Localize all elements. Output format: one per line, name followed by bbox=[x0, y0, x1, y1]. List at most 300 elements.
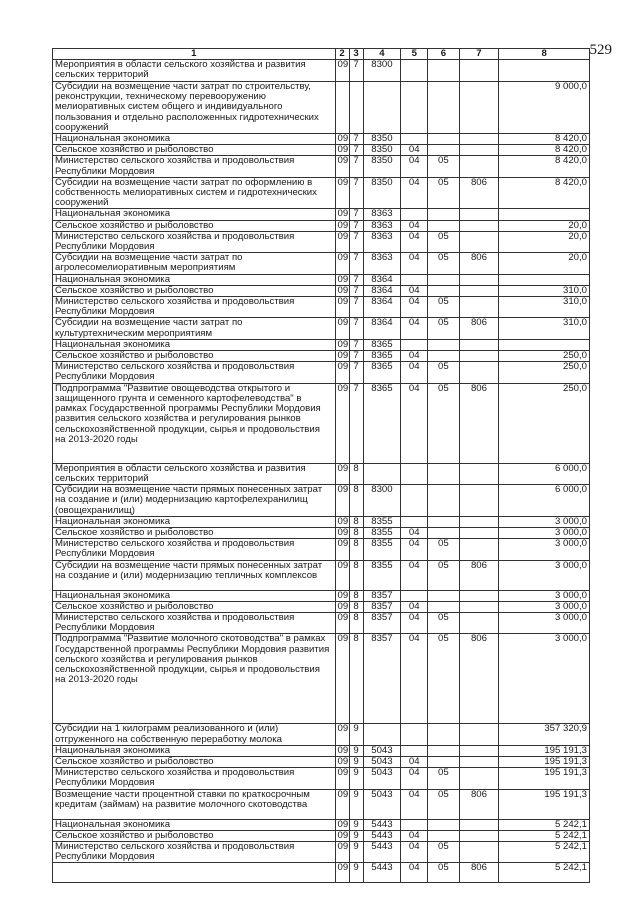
table-row bbox=[53, 724, 590, 745]
row-name: Сельское хозяйство и рыболовство bbox=[53, 527, 336, 538]
amount-cell: 5 242,1 bbox=[499, 863, 590, 883]
code-cell bbox=[459, 724, 499, 745]
code-cell: 09 bbox=[335, 590, 349, 601]
code-cell: 5043 bbox=[363, 768, 401, 789]
code-cell: 09 bbox=[335, 612, 349, 633]
code-cell bbox=[459, 209, 499, 220]
code-cell bbox=[459, 351, 499, 362]
code-cell: 05 bbox=[428, 156, 459, 177]
code-cell: 05 bbox=[428, 768, 459, 789]
row-name: Национальная экономика bbox=[53, 134, 336, 145]
code-cell: 9 bbox=[349, 745, 363, 756]
code-cell: 9 bbox=[349, 724, 363, 745]
code-cell bbox=[459, 756, 499, 767]
code-cell: 09 bbox=[335, 841, 349, 862]
row-name: Министерство сельского хозяйства и продовольствия Республики Мордовия bbox=[53, 768, 336, 789]
code-cell: 7 bbox=[349, 362, 363, 383]
row-name: Субсидии на возмещение части затрат по культуртехническим мероприятиям bbox=[53, 318, 336, 339]
code-cell: 04 bbox=[401, 156, 428, 177]
code-cell bbox=[428, 285, 459, 296]
code-cell: 8355 bbox=[363, 527, 401, 538]
header-cell: 4 bbox=[363, 49, 401, 60]
table-row bbox=[53, 612, 590, 633]
code-cell: 05 bbox=[428, 253, 459, 274]
code-cell bbox=[459, 463, 499, 484]
code-cell: 7 bbox=[349, 60, 363, 82]
table-row bbox=[53, 209, 590, 220]
table-row bbox=[53, 841, 590, 862]
table-row bbox=[53, 339, 590, 350]
code-cell bbox=[459, 841, 499, 862]
table-row bbox=[53, 485, 590, 517]
table-row bbox=[53, 351, 590, 362]
amount-cell: 9 000,0 bbox=[499, 82, 590, 134]
code-cell: 5043 bbox=[363, 745, 401, 756]
code-cell bbox=[428, 220, 459, 231]
code-cell: 09 bbox=[335, 768, 349, 789]
code-cell bbox=[428, 485, 459, 517]
code-cell: 806 bbox=[459, 318, 499, 339]
code-cell: 5443 bbox=[363, 863, 401, 883]
code-cell: 09 bbox=[335, 220, 349, 231]
code-cell: 8350 bbox=[363, 145, 401, 156]
code-cell: 8355 bbox=[363, 539, 401, 560]
table-row bbox=[53, 177, 590, 209]
code-cell: 09 bbox=[335, 253, 349, 274]
code-cell: 09 bbox=[335, 724, 349, 745]
amount-cell bbox=[499, 60, 590, 82]
code-cell bbox=[401, 745, 428, 756]
amount-cell bbox=[499, 274, 590, 285]
code-cell bbox=[459, 274, 499, 285]
code-cell: 8 bbox=[349, 485, 363, 517]
code-cell bbox=[428, 601, 459, 612]
code-cell bbox=[428, 339, 459, 350]
code-cell: 7 bbox=[349, 134, 363, 145]
amount-cell: 20,0 bbox=[499, 220, 590, 231]
table-row bbox=[53, 274, 590, 285]
code-cell: 8 bbox=[349, 516, 363, 527]
row-name: Министерство сельского хозяйства и продовольствия Республики Мордовия bbox=[53, 841, 336, 862]
code-cell bbox=[335, 82, 349, 134]
code-cell bbox=[401, 463, 428, 484]
code-cell: 04 bbox=[401, 560, 428, 590]
table-body bbox=[53, 60, 590, 883]
amount-cell: 250,0 bbox=[499, 351, 590, 362]
code-cell bbox=[428, 463, 459, 484]
table-row bbox=[53, 590, 590, 601]
code-cell: 05 bbox=[428, 539, 459, 560]
code-cell bbox=[401, 590, 428, 601]
code-cell bbox=[459, 362, 499, 383]
code-cell: 7 bbox=[349, 274, 363, 285]
code-cell: 04 bbox=[401, 318, 428, 339]
code-cell: 09 bbox=[335, 789, 349, 819]
code-cell bbox=[459, 285, 499, 296]
table-row bbox=[53, 285, 590, 296]
amount-cell: 8 420,0 bbox=[499, 134, 590, 145]
code-cell bbox=[363, 82, 401, 134]
header-cell: 7 bbox=[459, 49, 499, 60]
row-name: Сельское хозяйство и рыболовство bbox=[53, 601, 336, 612]
amount-cell: 3 000,0 bbox=[499, 612, 590, 633]
code-cell bbox=[401, 60, 428, 82]
table-row bbox=[53, 220, 590, 231]
code-cell: 8350 bbox=[363, 156, 401, 177]
code-cell: 806 bbox=[459, 253, 499, 274]
code-cell bbox=[428, 82, 459, 134]
code-cell bbox=[459, 612, 499, 633]
amount-cell: 5 242,1 bbox=[499, 830, 590, 841]
code-cell bbox=[459, 145, 499, 156]
code-cell: 8364 bbox=[363, 274, 401, 285]
code-cell: 04 bbox=[401, 253, 428, 274]
code-cell: 7 bbox=[349, 209, 363, 220]
row-name: Сельское хозяйство и рыболовство bbox=[53, 351, 336, 362]
row-name: Субсидии на возмещение части затрат по строительству, реконструкции, техническому перевооружению мелиоративных систем общего и индивидуального пользования и отдельно расположенных гидротехнических сооружений bbox=[53, 82, 336, 134]
row-name: Национальная экономика bbox=[53, 590, 336, 601]
code-cell bbox=[401, 485, 428, 517]
code-cell: 09 bbox=[335, 177, 349, 209]
code-cell: 9 bbox=[349, 863, 363, 883]
code-cell bbox=[428, 756, 459, 767]
code-cell bbox=[428, 830, 459, 841]
code-cell: 09 bbox=[335, 231, 349, 252]
code-cell: 7 bbox=[349, 253, 363, 274]
table-row bbox=[53, 863, 590, 883]
code-cell: 09 bbox=[335, 156, 349, 177]
row-name: Министерство сельского хозяйства и продовольствия Республики Мордовия bbox=[53, 539, 336, 560]
code-cell: 806 bbox=[459, 177, 499, 209]
code-cell: 04 bbox=[401, 177, 428, 209]
code-cell: 04 bbox=[401, 612, 428, 633]
row-name: Подпрограмма "Развитие молочного скотоводства" в рамках Государственной программы Республики Мордовия развития сельского хозяйства и регулирования рынков сельскохозяйственной продукции, сырья и продовольствия на 2013-2020 годы bbox=[53, 634, 336, 724]
code-cell: 09 bbox=[335, 485, 349, 517]
code-cell: 04 bbox=[401, 527, 428, 538]
amount-cell: 357 320,9 bbox=[499, 724, 590, 745]
code-cell bbox=[459, 156, 499, 177]
code-cell: 7 bbox=[349, 156, 363, 177]
header-cell: 2 bbox=[335, 49, 349, 60]
code-cell: 806 bbox=[459, 634, 499, 724]
row-name: Национальная экономика bbox=[53, 745, 336, 756]
code-cell: 04 bbox=[401, 601, 428, 612]
amount-cell: 5 242,1 bbox=[499, 841, 590, 862]
header-cell: 6 bbox=[428, 49, 459, 60]
code-cell: 8364 bbox=[363, 297, 401, 318]
code-cell: 09 bbox=[335, 339, 349, 350]
table-row bbox=[53, 463, 590, 484]
table-row bbox=[53, 819, 590, 830]
code-cell: 09 bbox=[335, 756, 349, 767]
code-cell: 05 bbox=[428, 863, 459, 883]
amount-cell: 3 000,0 bbox=[499, 601, 590, 612]
code-cell bbox=[459, 819, 499, 830]
amount-cell: 195 191,3 bbox=[499, 768, 590, 789]
code-cell bbox=[428, 724, 459, 745]
header-cell: 8 bbox=[499, 49, 590, 60]
row-name: Сельское хозяйство и рыболовство bbox=[53, 830, 336, 841]
row-name: Подпрограмма "Развитие овощеводства открытого и защищенного грунта и семенного картофелеводства" в рамках Государственной программы Республики Мордовия развития сельского хозяйства и регулирования рынков сельскохозяйственной продукции, сырья и продовольствия на 2013-2020 годы bbox=[53, 383, 336, 463]
code-cell bbox=[401, 516, 428, 527]
amount-cell: 3 000,0 bbox=[499, 590, 590, 601]
table-row bbox=[53, 318, 590, 339]
code-cell: 8300 bbox=[363, 485, 401, 517]
code-cell bbox=[459, 768, 499, 789]
table-row bbox=[53, 634, 590, 724]
table-row bbox=[53, 231, 590, 252]
amount-cell: 20,0 bbox=[499, 253, 590, 274]
table-row bbox=[53, 756, 590, 767]
code-cell: 8350 bbox=[363, 177, 401, 209]
code-cell: 04 bbox=[401, 220, 428, 231]
table-row bbox=[53, 145, 590, 156]
code-cell: 8 bbox=[349, 612, 363, 633]
code-cell: 04 bbox=[401, 145, 428, 156]
code-cell: 7 bbox=[349, 145, 363, 156]
code-cell: 9 bbox=[349, 841, 363, 862]
code-cell bbox=[428, 516, 459, 527]
row-name: Субсидии на возмещение части прямых понесенных затрат на создание и (или) модернизацию картофелехранилищ (овощехранилищ) bbox=[53, 485, 336, 517]
table-row bbox=[53, 60, 590, 82]
code-cell bbox=[401, 209, 428, 220]
code-cell: 8363 bbox=[363, 220, 401, 231]
code-cell bbox=[428, 590, 459, 601]
code-cell bbox=[401, 339, 428, 350]
row-name: Министерство сельского хозяйства и продовольствия Республики Мордовия bbox=[53, 231, 336, 252]
amount-cell bbox=[499, 209, 590, 220]
code-cell bbox=[401, 819, 428, 830]
code-cell: 04 bbox=[401, 830, 428, 841]
code-cell: 8355 bbox=[363, 560, 401, 590]
code-cell: 05 bbox=[428, 634, 459, 724]
code-cell: 8365 bbox=[363, 351, 401, 362]
amount-cell: 3 000,0 bbox=[499, 634, 590, 724]
code-cell bbox=[459, 516, 499, 527]
code-cell bbox=[459, 745, 499, 756]
code-cell: 806 bbox=[459, 789, 499, 819]
amount-cell: 5 242,1 bbox=[499, 819, 590, 830]
code-cell: 09 bbox=[335, 60, 349, 82]
row-name bbox=[53, 863, 336, 883]
code-cell bbox=[428, 145, 459, 156]
row-name: Сельское хозяйство и рыболовство bbox=[53, 145, 336, 156]
code-cell: 09 bbox=[335, 351, 349, 362]
row-name: Сельское хозяйство и рыболовство bbox=[53, 756, 336, 767]
code-cell bbox=[349, 82, 363, 134]
code-cell bbox=[459, 231, 499, 252]
header-cell: 1 bbox=[53, 49, 336, 60]
code-cell bbox=[459, 339, 499, 350]
code-cell: 05 bbox=[428, 318, 459, 339]
code-cell bbox=[428, 60, 459, 82]
code-cell bbox=[428, 134, 459, 145]
table-row bbox=[53, 539, 590, 560]
code-cell bbox=[428, 745, 459, 756]
code-cell: 8300 bbox=[363, 60, 401, 82]
code-cell: 09 bbox=[335, 383, 349, 463]
code-cell: 7 bbox=[349, 339, 363, 350]
code-cell: 05 bbox=[428, 841, 459, 862]
code-cell bbox=[459, 527, 499, 538]
code-cell: 9 bbox=[349, 768, 363, 789]
code-cell: 8 bbox=[349, 590, 363, 601]
table-row bbox=[53, 516, 590, 527]
code-cell bbox=[459, 297, 499, 318]
code-cell: 09 bbox=[335, 745, 349, 756]
code-cell: 09 bbox=[335, 274, 349, 285]
code-cell: 04 bbox=[401, 362, 428, 383]
code-cell bbox=[459, 485, 499, 517]
code-cell: 7 bbox=[349, 383, 363, 463]
code-cell bbox=[363, 463, 401, 484]
table-row bbox=[53, 297, 590, 318]
header-cell: 5 bbox=[401, 49, 428, 60]
code-cell: 09 bbox=[335, 318, 349, 339]
code-cell: 09 bbox=[335, 362, 349, 383]
amount-cell: 195 191,3 bbox=[499, 789, 590, 819]
code-cell bbox=[459, 590, 499, 601]
code-cell: 04 bbox=[401, 285, 428, 296]
code-cell: 05 bbox=[428, 560, 459, 590]
code-cell bbox=[459, 220, 499, 231]
amount-cell: 6 000,0 bbox=[499, 463, 590, 484]
row-name: Возмещение части процентной ставки по краткосрочным кредитам (займам) на развитие молочного скотоводства bbox=[53, 789, 336, 819]
code-cell: 04 bbox=[401, 863, 428, 883]
code-cell bbox=[459, 830, 499, 841]
code-cell: 8365 bbox=[363, 362, 401, 383]
code-cell: 8 bbox=[349, 527, 363, 538]
code-cell: 09 bbox=[335, 516, 349, 527]
amount-cell: 310,0 bbox=[499, 297, 590, 318]
code-cell: 04 bbox=[401, 539, 428, 560]
row-name: Субсидии на возмещение части затрат по оформлению в собственность мелиоративных систем и гидротехнических сооружений bbox=[53, 177, 336, 209]
amount-cell: 195 191,3 bbox=[499, 756, 590, 767]
code-cell: 8364 bbox=[363, 318, 401, 339]
amount-cell: 6 000,0 bbox=[499, 485, 590, 517]
code-cell: 09 bbox=[335, 209, 349, 220]
amount-cell: 3 000,0 bbox=[499, 560, 590, 590]
code-cell bbox=[401, 274, 428, 285]
code-cell: 05 bbox=[428, 362, 459, 383]
code-cell: 9 bbox=[349, 789, 363, 819]
code-cell: 04 bbox=[401, 756, 428, 767]
row-name: Национальная экономика bbox=[53, 819, 336, 830]
row-name: Министерство сельского хозяйства и продовольствия Республики Мордовия bbox=[53, 297, 336, 318]
code-cell: 8363 bbox=[363, 253, 401, 274]
code-cell bbox=[401, 134, 428, 145]
table-row bbox=[53, 362, 590, 383]
row-name: Министерство сельского хозяйства и продовольствия Республики Мордовия bbox=[53, 156, 336, 177]
amount-cell: 3 000,0 bbox=[499, 527, 590, 538]
code-cell: 8355 bbox=[363, 516, 401, 527]
code-cell: 7 bbox=[349, 285, 363, 296]
code-cell bbox=[459, 539, 499, 560]
code-cell bbox=[459, 82, 499, 134]
row-name: Сельское хозяйство и рыболовство bbox=[53, 285, 336, 296]
code-cell bbox=[428, 527, 459, 538]
code-cell: 8 bbox=[349, 560, 363, 590]
code-cell: 9 bbox=[349, 819, 363, 830]
code-cell bbox=[401, 724, 428, 745]
amount-cell: 250,0 bbox=[499, 362, 590, 383]
code-cell: 05 bbox=[428, 177, 459, 209]
table-row bbox=[53, 830, 590, 841]
code-cell: 8 bbox=[349, 463, 363, 484]
code-cell: 8357 bbox=[363, 634, 401, 724]
row-name: Сельское хозяйство и рыболовство bbox=[53, 220, 336, 231]
code-cell: 04 bbox=[401, 768, 428, 789]
code-cell: 04 bbox=[401, 789, 428, 819]
code-cell bbox=[459, 134, 499, 145]
row-name: Субсидии на возмещение части прямых понесенных затрат на создание и (или) модернизацию тепличных комплексов bbox=[53, 560, 336, 590]
table-row bbox=[53, 745, 590, 756]
table-row bbox=[53, 560, 590, 590]
amount-cell: 195 191,3 bbox=[499, 745, 590, 756]
amount-cell: 8 420,0 bbox=[499, 145, 590, 156]
code-cell: 05 bbox=[428, 297, 459, 318]
row-name: Национальная экономика bbox=[53, 274, 336, 285]
code-cell: 7 bbox=[349, 351, 363, 362]
code-cell: 09 bbox=[335, 463, 349, 484]
code-cell: 05 bbox=[428, 612, 459, 633]
code-cell: 8364 bbox=[363, 285, 401, 296]
code-cell: 5443 bbox=[363, 841, 401, 862]
code-cell: 09 bbox=[335, 145, 349, 156]
code-cell: 5043 bbox=[363, 756, 401, 767]
code-cell: 09 bbox=[335, 527, 349, 538]
code-cell: 806 bbox=[459, 560, 499, 590]
code-cell: 8363 bbox=[363, 209, 401, 220]
amount-cell: 20,0 bbox=[499, 231, 590, 252]
code-cell: 09 bbox=[335, 134, 349, 145]
code-cell: 09 bbox=[335, 539, 349, 560]
budget-table bbox=[52, 48, 590, 883]
table-row bbox=[53, 253, 590, 274]
row-name: Министерство сельского хозяйства и продовольствия Республики Мордовия bbox=[53, 362, 336, 383]
code-cell: 04 bbox=[401, 231, 428, 252]
code-cell: 5443 bbox=[363, 830, 401, 841]
table-row bbox=[53, 768, 590, 789]
header-cell: 3 bbox=[349, 49, 363, 60]
code-cell: 7 bbox=[349, 297, 363, 318]
code-cell: 04 bbox=[401, 297, 428, 318]
code-cell: 8363 bbox=[363, 231, 401, 252]
table-header-row bbox=[53, 49, 590, 60]
code-cell: 09 bbox=[335, 560, 349, 590]
code-cell bbox=[363, 724, 401, 745]
row-name: Национальная экономика bbox=[53, 339, 336, 350]
row-name: Национальная экономика bbox=[53, 516, 336, 527]
code-cell: 09 bbox=[335, 601, 349, 612]
code-cell bbox=[459, 601, 499, 612]
code-cell: 806 bbox=[459, 383, 499, 463]
code-cell: 7 bbox=[349, 231, 363, 252]
table-row bbox=[53, 601, 590, 612]
code-cell bbox=[428, 274, 459, 285]
code-cell bbox=[428, 209, 459, 220]
code-cell: 7 bbox=[349, 177, 363, 209]
amount-cell: 8 420,0 bbox=[499, 177, 590, 209]
code-cell: 04 bbox=[401, 841, 428, 862]
code-cell: 04 bbox=[401, 383, 428, 463]
code-cell: 9 bbox=[349, 756, 363, 767]
row-name: Национальная экономика bbox=[53, 209, 336, 220]
code-cell: 7 bbox=[349, 318, 363, 339]
row-name: Мероприятия в области сельского хозяйства и развития сельских территорий bbox=[53, 463, 336, 484]
code-cell: 5043 bbox=[363, 789, 401, 819]
code-cell: 8357 bbox=[363, 601, 401, 612]
